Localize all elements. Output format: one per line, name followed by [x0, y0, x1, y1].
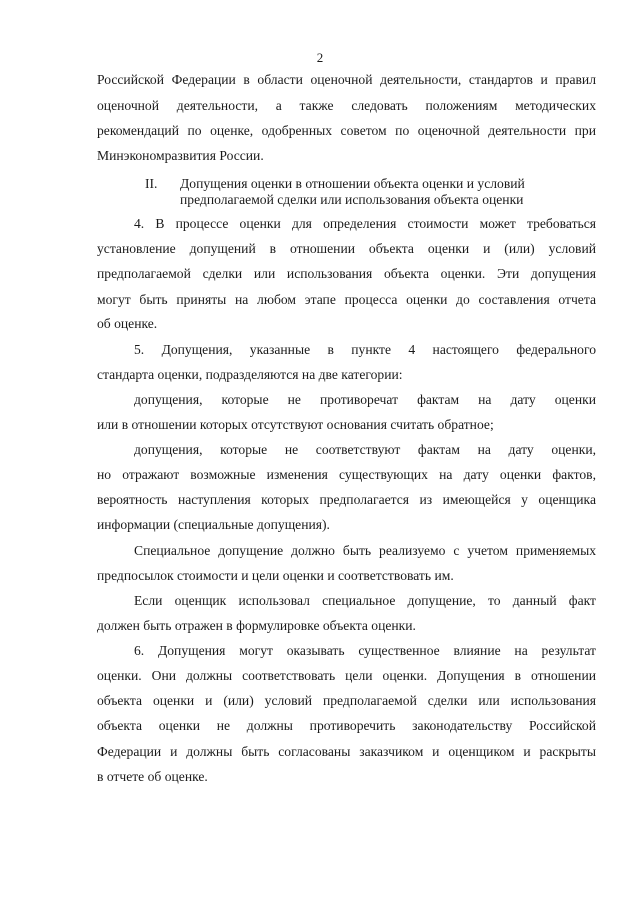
text-line: Если оценщик использовал специальное допущение, то данный факт: [134, 593, 596, 608]
text-line: в отчете об оценке.: [97, 769, 208, 784]
text-line: объекта оценки не должны противоречить законодательству Российской: [97, 718, 596, 733]
text-line: об оценке.: [97, 316, 158, 331]
text-line: Минэкономразвития России.: [97, 148, 264, 163]
text-line: объекта оценки и (или) условий предполагаемой сделки или использования: [97, 693, 596, 708]
section-title-line: Допущения оценки в отношении объекта оценки и условий: [180, 176, 525, 191]
text-line: рекомендаций по оценке, одобренных советом по оценочной деятельности при: [97, 123, 596, 138]
section-number: II.: [145, 176, 158, 191]
text-line: установление допущений в отношении объекта оценки и (или) условий: [97, 241, 596, 256]
text-line: могут быть приняты на любом этапе процесса оценки до составления отчета: [97, 292, 596, 307]
text-line: 6. Допущения могут оказывать существенное влияние на результат: [134, 643, 596, 658]
text-line: Российской Федерации в области оценочной деятельности, стандартов и правил: [97, 72, 596, 87]
text-line: допущения, которые не соответствуют фактам на дату оценки,: [134, 442, 596, 457]
text-line: оценки. Они должны соответствовать цели оценки. Допущения в отношении: [97, 668, 596, 683]
text-line: предполагаемой сделки или использования объекта оценки. Эти допущения: [97, 266, 596, 281]
text-line: предпосылок стоимости и цели оценки и соответствовать им.: [97, 568, 454, 583]
text-line: оценочной деятельности, а также следовать положениям методических: [97, 98, 596, 113]
text-line: информации (специальные допущения).: [97, 517, 330, 532]
text-line: стандарта оценки, подразделяются на две категории:: [97, 367, 403, 382]
text-line: или в отношении которых отсутствуют основания считать обратное;: [97, 417, 494, 432]
text-line: 5. Допущения, указанные в пункте 4 настоящего федерального: [134, 342, 596, 357]
text-line: Федерации и должны быть согласованы заказчиком и оценщиком и раскрыты: [97, 744, 596, 759]
section-title-line: предполагаемой сделки или использования объекта оценки: [180, 192, 524, 207]
text-line: должен быть отражен в формулировке объекта оценки.: [97, 618, 416, 633]
text-line: но отражают возможные изменения существующих на дату оценки фактов,: [97, 467, 596, 482]
page-number: 2: [316, 50, 324, 65]
text-line: допущения, которые не противоречат фактам на дату оценки: [134, 392, 596, 407]
text-line: вероятность наступления которых предполагается из имеющейся у оценщика: [97, 492, 596, 507]
text-line: 4. В процессе оценки для определения стоимости может требоваться: [134, 216, 596, 231]
text-line: Специальное допущение должно быть реализуемо с учетом применяемых: [134, 543, 596, 558]
